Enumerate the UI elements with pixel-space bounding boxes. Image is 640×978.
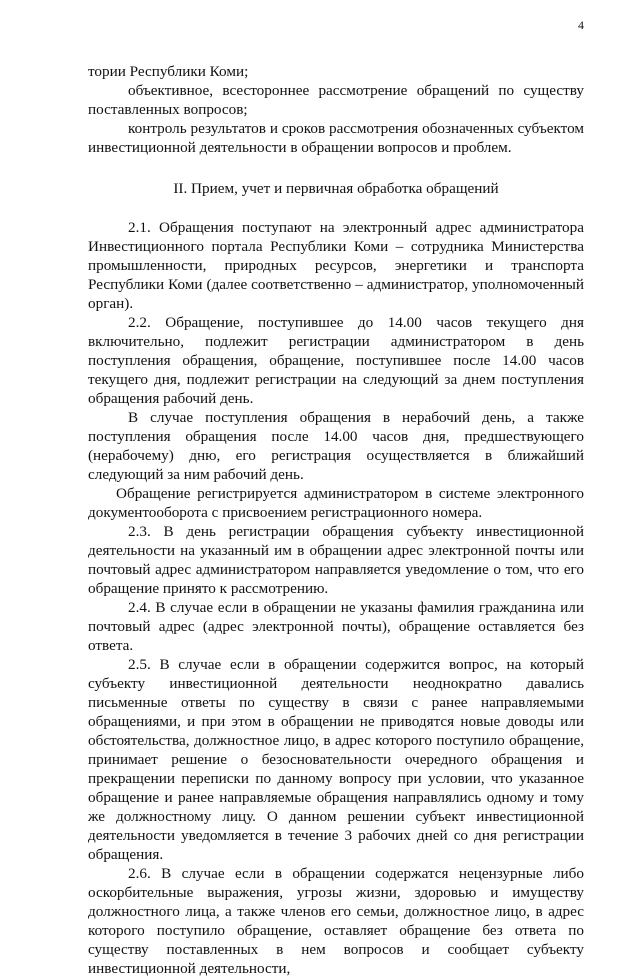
paragraph-2-2-nonworking-day: В случае поступления обращения в нерабочий день, а также поступления обращения после 14.00 часов дня, предшествующего (нерабочему) дню, его регистрация осуществляется в ближайший следующий за ним рабочий день. bbox=[88, 409, 584, 483]
paragraph-2-1: 2.1. Обращения поступают на электронный адрес администратора Инвестиционного портала Республики Коми – сотрудника Министерства промышленности, природных ресурсов, энергетики и транспорта Республики Коми (далее соответственно – администратор, уполномоченный орган). bbox=[88, 219, 584, 312]
paragraph-2-3: 2.3. В день регистрации обращения субъекту инвестиционной деятельности на указанный им в обращении адрес электронной почты или почтовый адрес администратором направляется уведомление о том, что его обращение принято к рассмотрению. bbox=[88, 523, 584, 597]
document-body bbox=[88, 62, 584, 978]
intro-line: тории Республики Коми; bbox=[88, 63, 249, 80]
list-item-control-results: контроль результатов и сроков рассмотрения обозначенных субъектом инвестиционной деятельности в обращении вопросов и проблем. bbox=[88, 120, 584, 156]
paragraph-2-6: 2.6. В случае если в обращении содержатся нецензурные либо оскорбительные выражения, угрозы жизни, здоровью и имуществу должностного лица, а также членов его семьи, должностное лицо, в адрес которого поступило обращение, оставляет обращение без ответа по существу поставленных в нем вопросов и сообщает субъекту инвестиционной деятельности, bbox=[88, 865, 584, 977]
paragraph-2-2-registration: Обращение регистрируется администратором в системе электронного документооборота с присвоением регистрационного номера. bbox=[88, 485, 584, 521]
paragraph-2-2: 2.2. Обращение, поступившее до 14.00 часов текущего дня включительно, подлежит регистрации администратором в день поступления обращения, обращение, поступившее после 14.00 часов текущего дня, подлежит регистрации на следующий за днем поступления обращения рабочий день. bbox=[88, 314, 584, 407]
paragraph-2-4: 2.4. В случае если в обращении не указаны фамилия гражданина или почтовый адрес (адрес электронной почты), обращение оставляется без ответа. bbox=[88, 599, 584, 654]
list-item-objective-review: объективное, всестороннее рассмотрение обращений по существу поставленных вопросов; bbox=[88, 82, 584, 118]
section-title: II. Прием, учет и первичная обработка обращений bbox=[173, 180, 499, 197]
page-number: 4 bbox=[578, 18, 584, 32]
paragraph-2-5: 2.5. В случае если в обращении содержится вопрос, на который субъекту инвестиционной деятельности неоднократно давались письменные ответы по существу в связи с ранее направляемыми обращениями, и при этом в обращении не приводятся новые доводы или обстоятельства, должностное лицо, в адрес которого поступило обращение, принимает решение о безосновательности очередного обращения и прекращении переписки по данному вопросу при условии, что указанное обращение и ранее направляемые обращения направлялись одному и тому же должностному лицу. О данном решении субъект инвестиционной деятельности уведомляется в течение 3 рабочих дней со дня регистрации обращения. bbox=[88, 656, 584, 863]
